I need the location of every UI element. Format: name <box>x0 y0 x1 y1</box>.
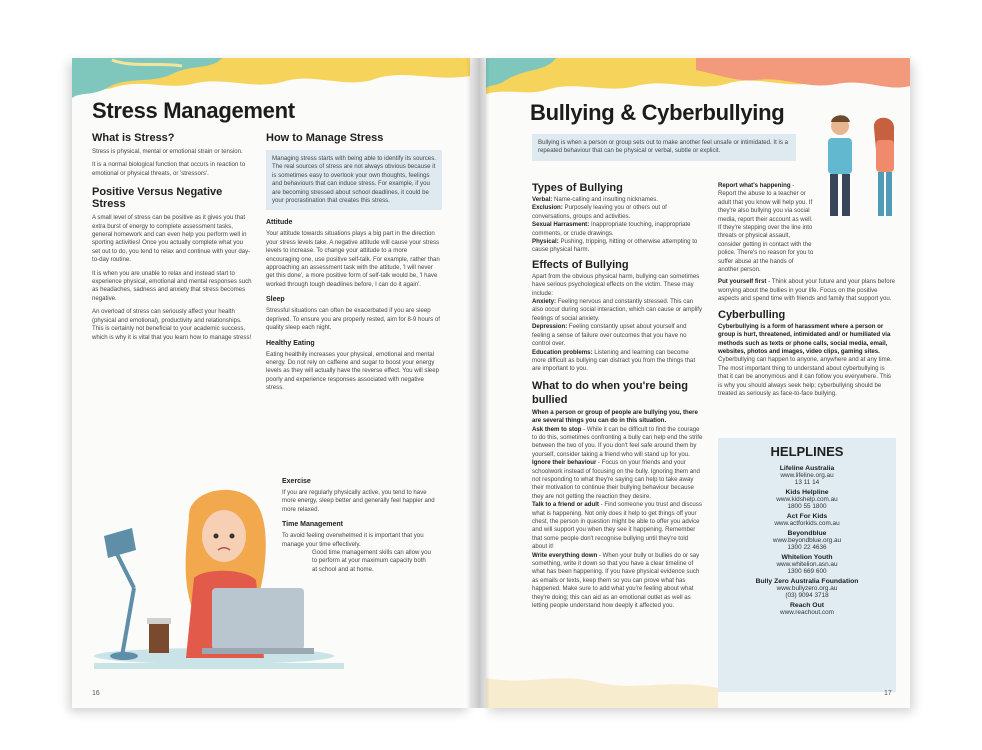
page-number-left: 16 <box>92 690 100 697</box>
helpline-link[interactable]: www.reachout.com <box>780 609 834 616</box>
stressed-student-illustration <box>94 478 344 678</box>
todo-item: Write everything down - When your bully or bullies do or say something, write it down so that you have a clear timeline of what has been happening. If you have physical evidence such as emails or texts, keep them so you can prove what has happened. Make sure to add what you're feeling about what they're doing; this can aid as an emotional outlet as well as letting people understand how deeply it affected you. <box>532 551 700 610</box>
helpline-entry: Act For Kids www.actforkids.com.au <box>718 513 896 527</box>
helpline-entry: Whitelion Youth www.whitelion.asn.au 1300 669 600 <box>718 554 896 575</box>
helplines-heading: HELPLINES <box>770 444 844 459</box>
helpline-entry: Beyondblue www.beyondblue.org.au 1300 22 4636 <box>718 530 896 551</box>
intro-highlight-box: Bullying is when a person or group sets out to make another feel unsafe or intimidated. It is a repeated behaviour that can be physical or verbal, subtle or explicit. <box>532 134 796 161</box>
type-item: Verbal: Name-calling and insulting nicknames. <box>532 196 659 203</box>
eating-text: Eating healthily increases your physical, emotional and mental energy. Do not rely on caffeine and sugar to boost your energy levels as they will actually have the reverse effect. You will sleep poorly and experience responses associated with negative stress. <box>266 350 439 392</box>
attitude-text: Your attitude towards situations plays a big part in the direction your stress levels take. A negative attitude will cause your stress levels to increase. To change your attitude to a more encouraging one, use positive self-talk. For example, rather than approaching an assessment task with the attitude, 'I will never get this done', a more positive form of self-talk would be, 'I have worked through tough deadlines before, I can do it again'. <box>266 230 440 288</box>
type-item: Exclusion: Purposely leaving you or others out of conversations, groups and activities. <box>532 204 667 220</box>
exercise-heading: Exercise <box>282 478 311 485</box>
sleep-text: Stressful situations can often be exacerbated if you are sleep deprived. To ensure you are properly rested, aim for 8-9 hours of quality sleep each night. <box>266 307 440 332</box>
cyber-definition: Cyberbullying is a form of harassment where a person or group is hurt, threatened, intimidated and/ or humiliated via methods such as texts or phone calls, social media, email, websites, photos and images, video clips, gaming sites. <box>718 322 891 355</box>
helpline-link[interactable]: www.bullyzero.org.au (03) 9094 3718 <box>776 585 838 599</box>
helplines-box <box>718 438 896 692</box>
effect-item: Education problems: Listening and learning can become more difficult as bullying can distract you from the things that are important to you. <box>532 348 696 373</box>
left-page <box>72 58 470 708</box>
todo-heading: What to do when you're being bullied <box>532 379 688 406</box>
manage-heading: How to Manage Stress <box>266 132 384 144</box>
page-title: Bullying & Cyberbullying <box>530 100 785 125</box>
types-heading: Types of Bullying <box>532 182 623 194</box>
positive-paragraph-3: An overload of stress can seriously affect your health (physical and emotional), productivity and relationships. This is certainly not beneficial to your academic success, which is why it is vital that you learn how to manage stress! <box>92 308 252 341</box>
time-text-2: Good time management skills can allow you to perform at your maximum capacity both at school and at home. <box>312 549 431 573</box>
positive-paragraph-2: It is when you are unable to relax and instead start to experience physical, emotional and mental responses such as headaches, sadness and anxiety that stress becomes negative. <box>92 269 252 302</box>
cyber-heading: Cyberbulling <box>718 308 786 321</box>
exercise-text: If you are regularly physically active, you tend to have more energy, sleep better and generally feel happier and more relaxed. <box>282 489 435 513</box>
attitude-heading: Attitude <box>266 219 293 227</box>
type-item: Physical: Pushing, tripping, hitting or otherwise attempting to cause physical harm. <box>532 238 698 254</box>
effects-heading: Effects of Bullying <box>532 258 629 271</box>
paint-splash-footer <box>486 658 718 708</box>
sleep-heading: Sleep <box>266 296 285 304</box>
report-item: Report what's happening - Report the abuse to a teacher or adult that you know will help you. If they're also bullying you via social media, report their account as well. If they're stepping over the line into threats or physical assault, consider getting in contact with the police. There's no reason for you to suffer abuse at the hands of another person. <box>718 182 814 274</box>
types-list <box>532 196 704 255</box>
effect-item: Anxiety: Feeling nervous and constantly stressed. This can also occur during social interaction, which can cause or amplify feelings of social anxiety. <box>532 298 703 322</box>
todo-item: Ignore their behaviour - Focus on your friends and your schoolwork instead of focusing on the bully. Ignoring them and not responding to what they're saying can help to take away their motivation to continue their bullying behaviour because they are not getting the reaction they desire. <box>532 459 700 500</box>
helpline-entry: Bully Zero Australia Foundation www.bullyzero.org.au (03) 9094 3718 <box>718 578 896 599</box>
right-page <box>486 58 910 708</box>
put-first-item: Put yourself first - Think about your future and your plans before worrying about the bullies in your life. Focus on the positive aspects and spend time with friends and family that support you. <box>718 278 896 303</box>
helpline-entry: Lifeline Australia www.lifeline.org.au 13 11 14 <box>718 465 896 486</box>
eating-heading: Healthy Eating <box>266 339 315 347</box>
what-paragraph-1: Stress is physical, mental or emotional strain or tension. <box>92 148 243 155</box>
paint-splash-banner <box>486 58 910 104</box>
helpline-link[interactable]: www.beyondblue.org.au 1300 22 4636 <box>772 537 842 551</box>
todo-item: Talk to a friend or adult - Find someone you trust and discuss what is happening. Not only does it help to get things off your chest, the person in question might be able to offer you advice and will support you when they see it happening. Remember that some people don't recognise bullying until they're told about it! <box>532 501 702 551</box>
page-number-right: 17 <box>884 690 892 697</box>
helpline-entry: Kids Helpline www.kidshelp.com.au 1800 55 1800 <box>718 489 896 510</box>
helpline-link[interactable]: www.lifeline.org.au 13 11 14 <box>780 472 834 486</box>
what-heading: What is Stress? <box>92 132 175 144</box>
manage-highlight-box: Managing stress starts with being able to identify its sources. The real sources of stress are not always obvious because it is sometimes easy to overlook your own thoughts, feelings and behaviours that can induce stress. For example, if you are becoming stressed about school deadlines, it could be your procrastination that creates this stress. <box>266 150 442 210</box>
cyber-text: Cyberbullying can happen to anyone, anywhere and at any time. The most important thing to understand about cyberbullying is that it can be anonymous and it can follow you everywhere. This is why you should always seek help; cyberbullying should be treated as seriously as face-to-face bullying. <box>718 356 892 397</box>
positive-negative-heading: Positive Versus Negative Stress <box>92 186 223 211</box>
helpline-link[interactable]: www.kidshelp.com.au 1800 55 1800 <box>776 496 838 510</box>
effect-item: Depression: Feeling constantly upset about yourself and feeling a sense of failure over outcomes that you have no control over. <box>532 323 687 348</box>
what-paragraph-2: It is a normal biological function that occurs in reaction to emotional or physical threats, or 'stressors'. <box>92 161 246 177</box>
page-title: Stress Management <box>92 98 295 123</box>
time-heading: Time Management <box>282 521 343 529</box>
helpline-link[interactable]: www.whitelion.asn.au 1300 669 600 <box>776 561 838 575</box>
type-item: Sexual Harrasment: Inappropriate touching, inappropriate comments, or crude drawings. <box>532 221 691 237</box>
positive-paragraph-1: A small level of stress can be positive as it gives you that extra burst of energy to complete assessment tasks, general homework and can even help you perform well in sporting activities! Once you actually complete what you set out to do, you tend to relax and continue with your day-to-day routine. <box>92 214 251 264</box>
helpline-link[interactable]: www.actforkids.com.au <box>774 520 840 527</box>
effects-intro: Apart from the obvious physical harm, bullying can sometimes have serious psychological effects on the victim. These may include: <box>532 272 700 297</box>
todo-item: Ask them to stop - While it can be difficult to find the courage to do this, sometimes confronting a bully can help end the strife between the two of you. If you don't feel safe around them by yourself, consider taking a friend who will stand up for you. <box>532 425 703 458</box>
time-text-1: To avoid feeling overwhelmed it is important that you manage your time effectively. <box>282 532 424 548</box>
todo-intro: When a person or group of people are bullying you, there are several things you can do in this situation. <box>532 408 698 425</box>
helpline-entry: Reach Out www.reachout.com <box>718 602 896 616</box>
